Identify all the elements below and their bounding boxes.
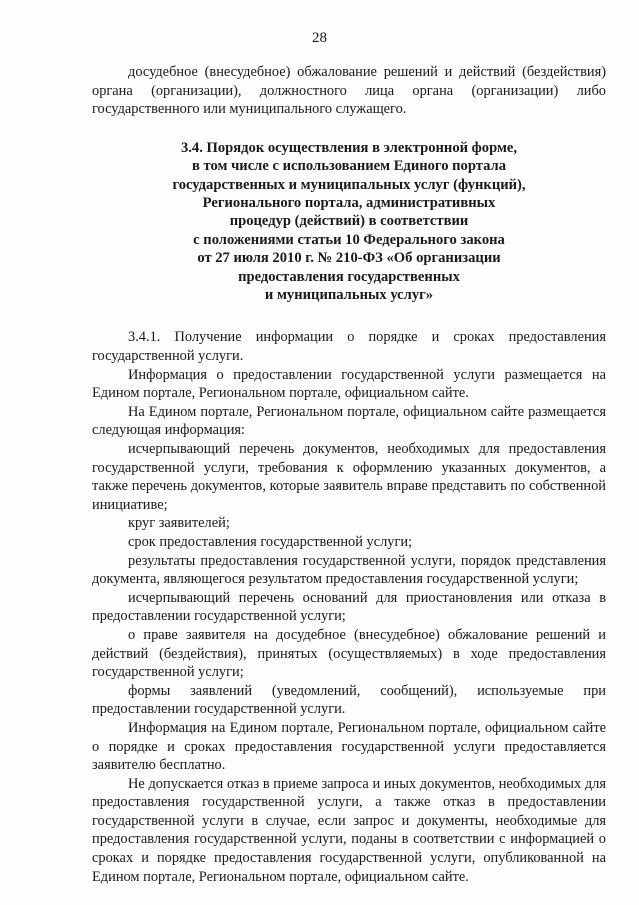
heading-line: и муниципальных услуг» bbox=[264, 287, 434, 304]
section-heading bbox=[92, 139, 606, 305]
heading-line: с положениями статьи 10 Федерального закона bbox=[193, 231, 505, 248]
list-item-forms: формы заявлений (уведомлений, сообщений), используемые при предоставлении государственной услуги. bbox=[92, 682, 606, 718]
heading-line: предоставления государственных bbox=[238, 268, 460, 285]
list-item-documents: исчерпывающий перечень документов, необходимых для предоставления государственной услуги, требования к оформлению указанных документов, а также перечень документов, которые заявитель вправе представить по собственной инициативе; bbox=[92, 441, 606, 513]
heading-line: в том числе с использованием Единого портала bbox=[191, 158, 507, 175]
paragraph-no-refusal: Не допускается отказ в приеме запроса и иных документов, необходимых для предоставления государственной услуги, а также отказ в предоставлении государственной услуги в случае, если запрос и документы, необходимые для предоставления государственной услуги, поданы в соответствии с информацией о сроках и порядке предоставления государственной услуги, опубликованной на Едином портале, Региональном портале, официальном сайте. bbox=[92, 775, 606, 885]
paragraph-info-placement: Информация о предоставлении государственной услуги размещается на Едином портале, Региональном портале, официальном сайте. bbox=[92, 366, 606, 402]
intro-paragraph: досудебное (внесудебное) обжалование решений и действий (бездействия) органа (организации), должностного лица органа (организации) либо государственного или муниципального служащего. bbox=[92, 64, 606, 118]
page-number: 28 bbox=[312, 30, 327, 46]
heading-line: Регионального портала, административных bbox=[202, 195, 496, 211]
list-item-applicants: круг заявителей; bbox=[128, 515, 230, 532]
paragraph-3-4-1: 3.4.1. Получение информации о порядке и сроках предоставления государственной услуги. bbox=[92, 329, 606, 365]
list-item-results: результаты предоставления государственной услуги, порядок представления документа, являющегося результатом предоставления государственной услуги; bbox=[92, 552, 606, 588]
paragraph-free-info: Информация на Едином портале, Региональном портале, официальном сайте о порядке и сроках предоставления государственной услуги предоставляется заявителю бесплатно. bbox=[92, 719, 606, 774]
heading-line: 3.4. Порядок осуществления в электронной форме, bbox=[180, 139, 518, 156]
list-item-term: срок предоставления государственной услуги; bbox=[128, 533, 413, 550]
paragraph-info-list-intro: На Едином портале, Региональном портале, официальном сайте размещается следующая информация: bbox=[92, 403, 606, 439]
heading-line: процедур (действий) в соответствии bbox=[229, 213, 469, 230]
heading-line: государственных и муниципальных услуг (функций), bbox=[172, 176, 526, 193]
page-content bbox=[92, 63, 606, 886]
heading-line: от 27 июля 2010 г. № 210-ФЗ «Об организации bbox=[197, 250, 501, 267]
list-item-grounds: исчерпывающий перечень оснований для приостановления или отказа в предоставлении государственной услуги; bbox=[92, 589, 606, 625]
list-item-appeal-right: о праве заявителя на досудебное (внесудебное) обжалование решений и действий (бездействия), принятых (осуществляемых) в ходе предоставления государственной услуги; bbox=[92, 626, 606, 681]
